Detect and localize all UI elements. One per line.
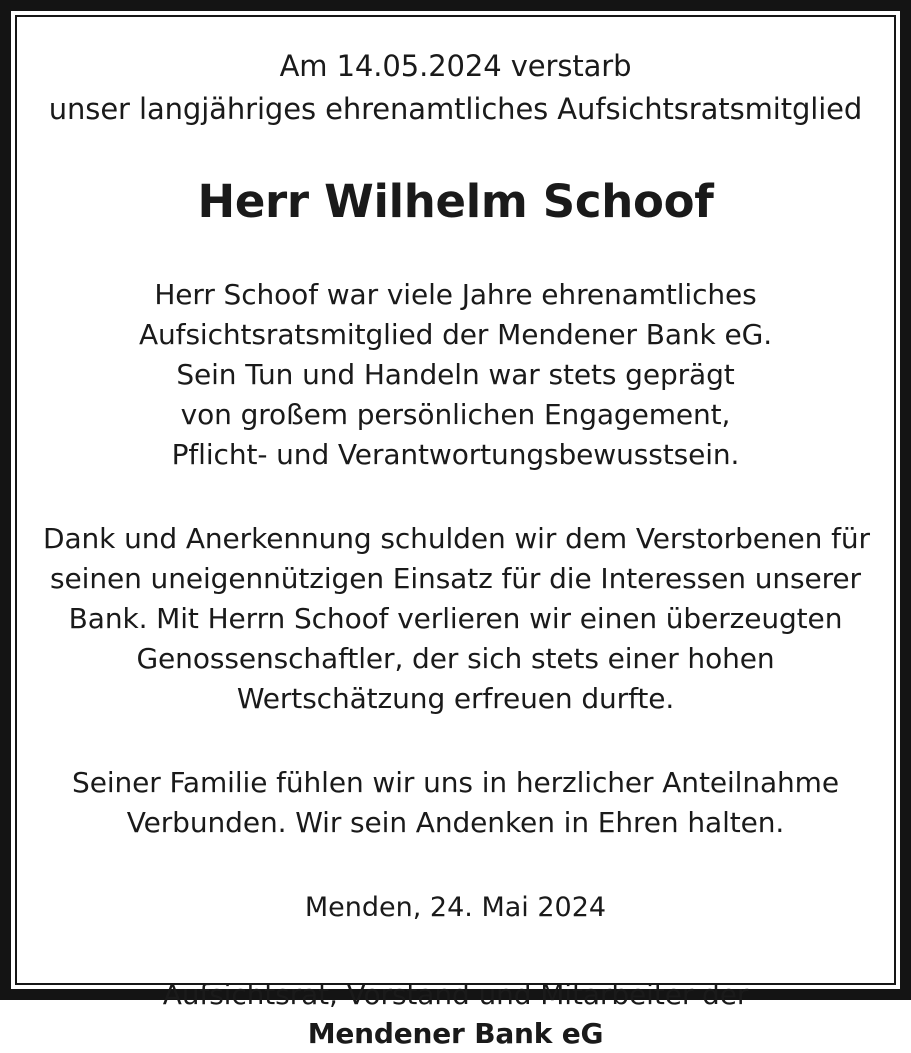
signature-block [43,927,868,1053]
notice-content [17,17,894,1050]
paragraph-3-line-1: Seiner Familie fühlen wir uns in herzlicher Anteilnahme [72,766,839,799]
paragraph-2-line-4: Genossenschaftler, der sich stets einer hohen [136,642,775,675]
paragraph-2-line-3: Bank. Mit Herrn Schoof verlieren wir einen überzeugten [68,602,843,635]
paragraph-1 [43,237,868,475]
place-and-date: Menden, 24. Mai 2024 [304,892,607,923]
deceased-name: Herr Wilhelm Schoof [197,175,714,228]
paragraph-2-line-2: seinen uneigennützigen Einsatz für die Interessen unserer [50,562,861,595]
paragraph-2-line-5: Wertschätzung erfreuen durfte. [236,682,675,715]
intro-block [43,37,868,131]
paragraph-1-line-2: Aufsichtsratsmitglied der Mendener Bank eG. [138,318,772,351]
signature-line-1: Aufsichtsrat, Vorstand und Mitarbeiter der [162,978,749,1011]
paragraph-1-line-3: Sein Tun und Handeln war stets geprägt [176,358,735,391]
intro-line-2: unser langjähriges ehrenamtliches Aufsichtsratsmitglied [48,92,863,126]
paragraph-3-line-2: Verbunden. Wir sein Andenken in Ehren halten. [126,806,785,839]
paragraph-1-line-4: von großem persönlichen Engagement, [180,398,731,431]
signature-organization: Mendener Bank eG [307,1017,604,1050]
intro-line-1: Am 14.05.2024 verstarb [279,49,632,83]
paragraph-2 [43,475,868,719]
paragraph-2-line-1: Dank und Anerkennung schulden wir dem Verstorbenen für [43,522,870,555]
paragraph-1-line-5: Pflicht- und Verantwortungsbewusstsein. [171,438,740,471]
paragraph-1-line-1: Herr Schoof war viele Jahre ehrenamtliches [154,278,757,311]
paragraph-3 [43,719,868,843]
